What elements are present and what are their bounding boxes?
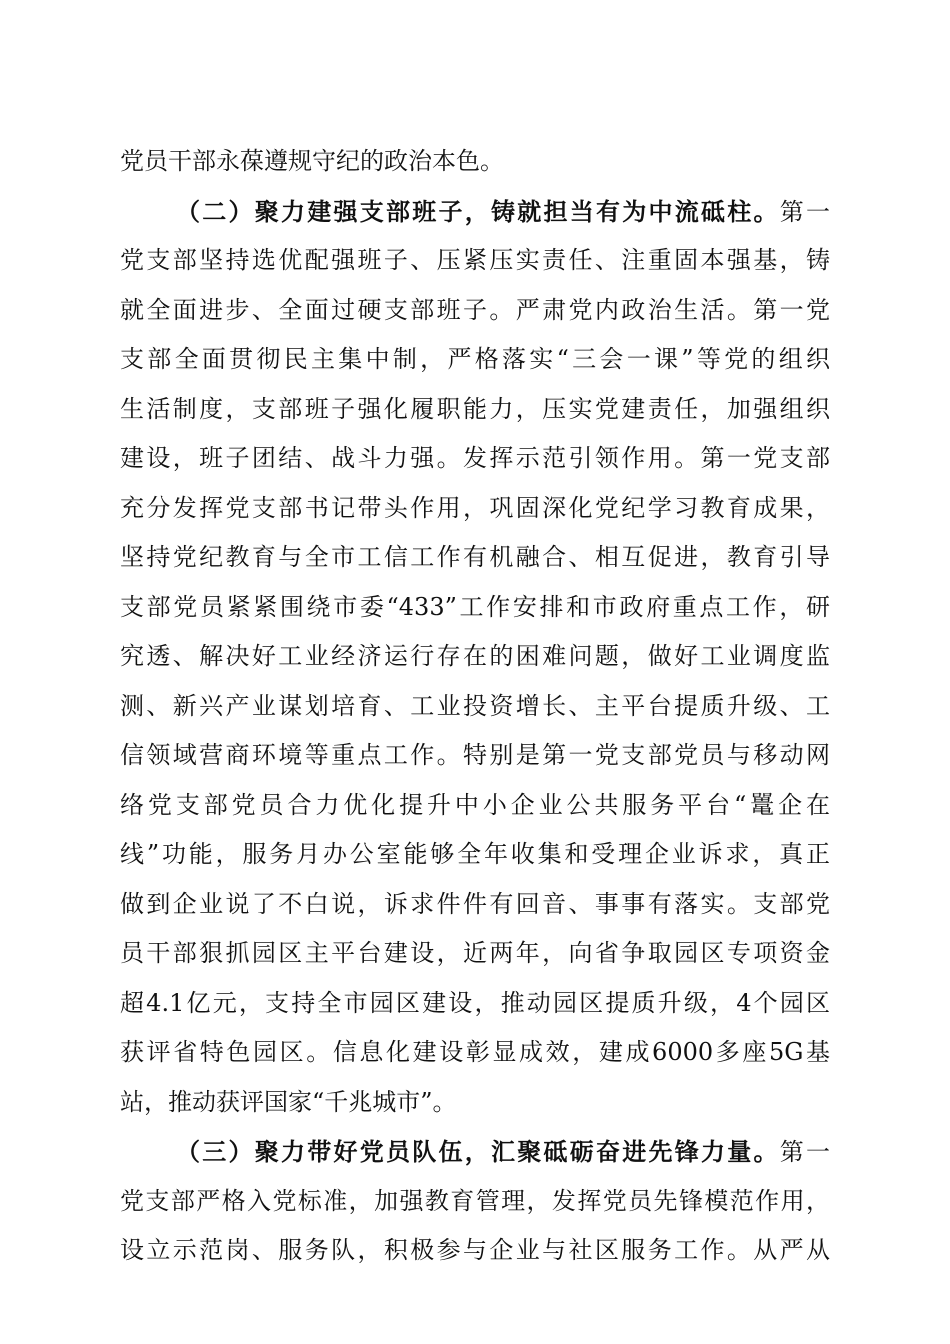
body-text-line: 支部党员紧紧围绕市委“433”工作安排和市政府重点工作，研 (120, 592, 830, 621)
body-text-line: 建设，班子团结、战斗力强。发挥示范引领作用。第一党支部 (120, 444, 830, 472)
body-text-line: 超4.1亿元，支持全市园区建设，推动园区提质升级，4个园区 (120, 988, 830, 1017)
body-text-line: 员干部狠抓园区主平台建设，近两年，向省争取园区专项资金 (120, 939, 830, 967)
body-text-line: 充分发挥党支部书记带头作用，巩固深化党纪学习教育成果， (120, 493, 830, 522)
body-text-line: 信领域营商环境等重点工作。特别是第一党支部党员与移动网 (120, 741, 830, 769)
body-text-line: 线”功能，服务月办公室能够全年收集和受理企业诉求，真正 (120, 840, 830, 868)
section-heading: （二）聚力建强支部班子，铸就担当有为中流砥柱。 (176, 196, 780, 226)
body-text-line: 设立示范岗、服务队，积极参与企业与社区服务工作。从严从 (120, 1236, 830, 1264)
section-heading-line (120, 1127, 830, 1177)
body-text-line: 生活制度，支部班子强化履职能力，压实党建责任，加强组织 (120, 394, 830, 423)
body-text-line: 做到企业说了不白说，诉求件件有回音、事事有落实。支部党 (120, 889, 830, 918)
body-text-line: 支部全面贯彻民主集中制，严格落实“三会一课”等党的组织 (120, 345, 830, 373)
body-text-span: 第一 (779, 1138, 830, 1166)
body-text-line: 党员干部永葆遵规守纪的政治本色。 (120, 147, 504, 175)
section-heading-line (120, 187, 830, 237)
body-text-line: 获评省特色园区。信息化建设彰显成效，建成6000多座5G基 (120, 1038, 830, 1066)
section-heading: （三）聚力带好党员队伍，汇聚砥砺奋进先锋力量。 (176, 1137, 780, 1166)
body-text-line: 究透、解决好工业经济运行存在的困难问题，做好工业调度监 (120, 642, 830, 670)
body-text-line: 络党支部党员合力优化提升中小企业公共服务平台“鼍企在 (120, 790, 830, 819)
document-body (120, 137, 830, 1276)
body-text-line: 测、新兴产业谋划培育、工业投资增长、主平台提质升级、工 (120, 691, 830, 720)
body-text-line: 党支部坚持选优配强班子、压紧压实责任、注重固本强基，铸 (120, 246, 830, 274)
body-text-line: 就全面进步、全面过硬支部班子。严肃党内政治生活。第一党 (120, 295, 830, 324)
body-text-line: 站，推动获评国家“千兆城市”。 (120, 1087, 457, 1116)
body-text-line: 坚持党纪教育与全市工信工作有机融合、相互促进，教育引导 (120, 543, 830, 571)
body-text-span: 第一 (779, 197, 830, 226)
body-text-line: 党支部严格入党标准，加强教育管理，发挥党员先锋模范作用， (120, 1186, 830, 1215)
